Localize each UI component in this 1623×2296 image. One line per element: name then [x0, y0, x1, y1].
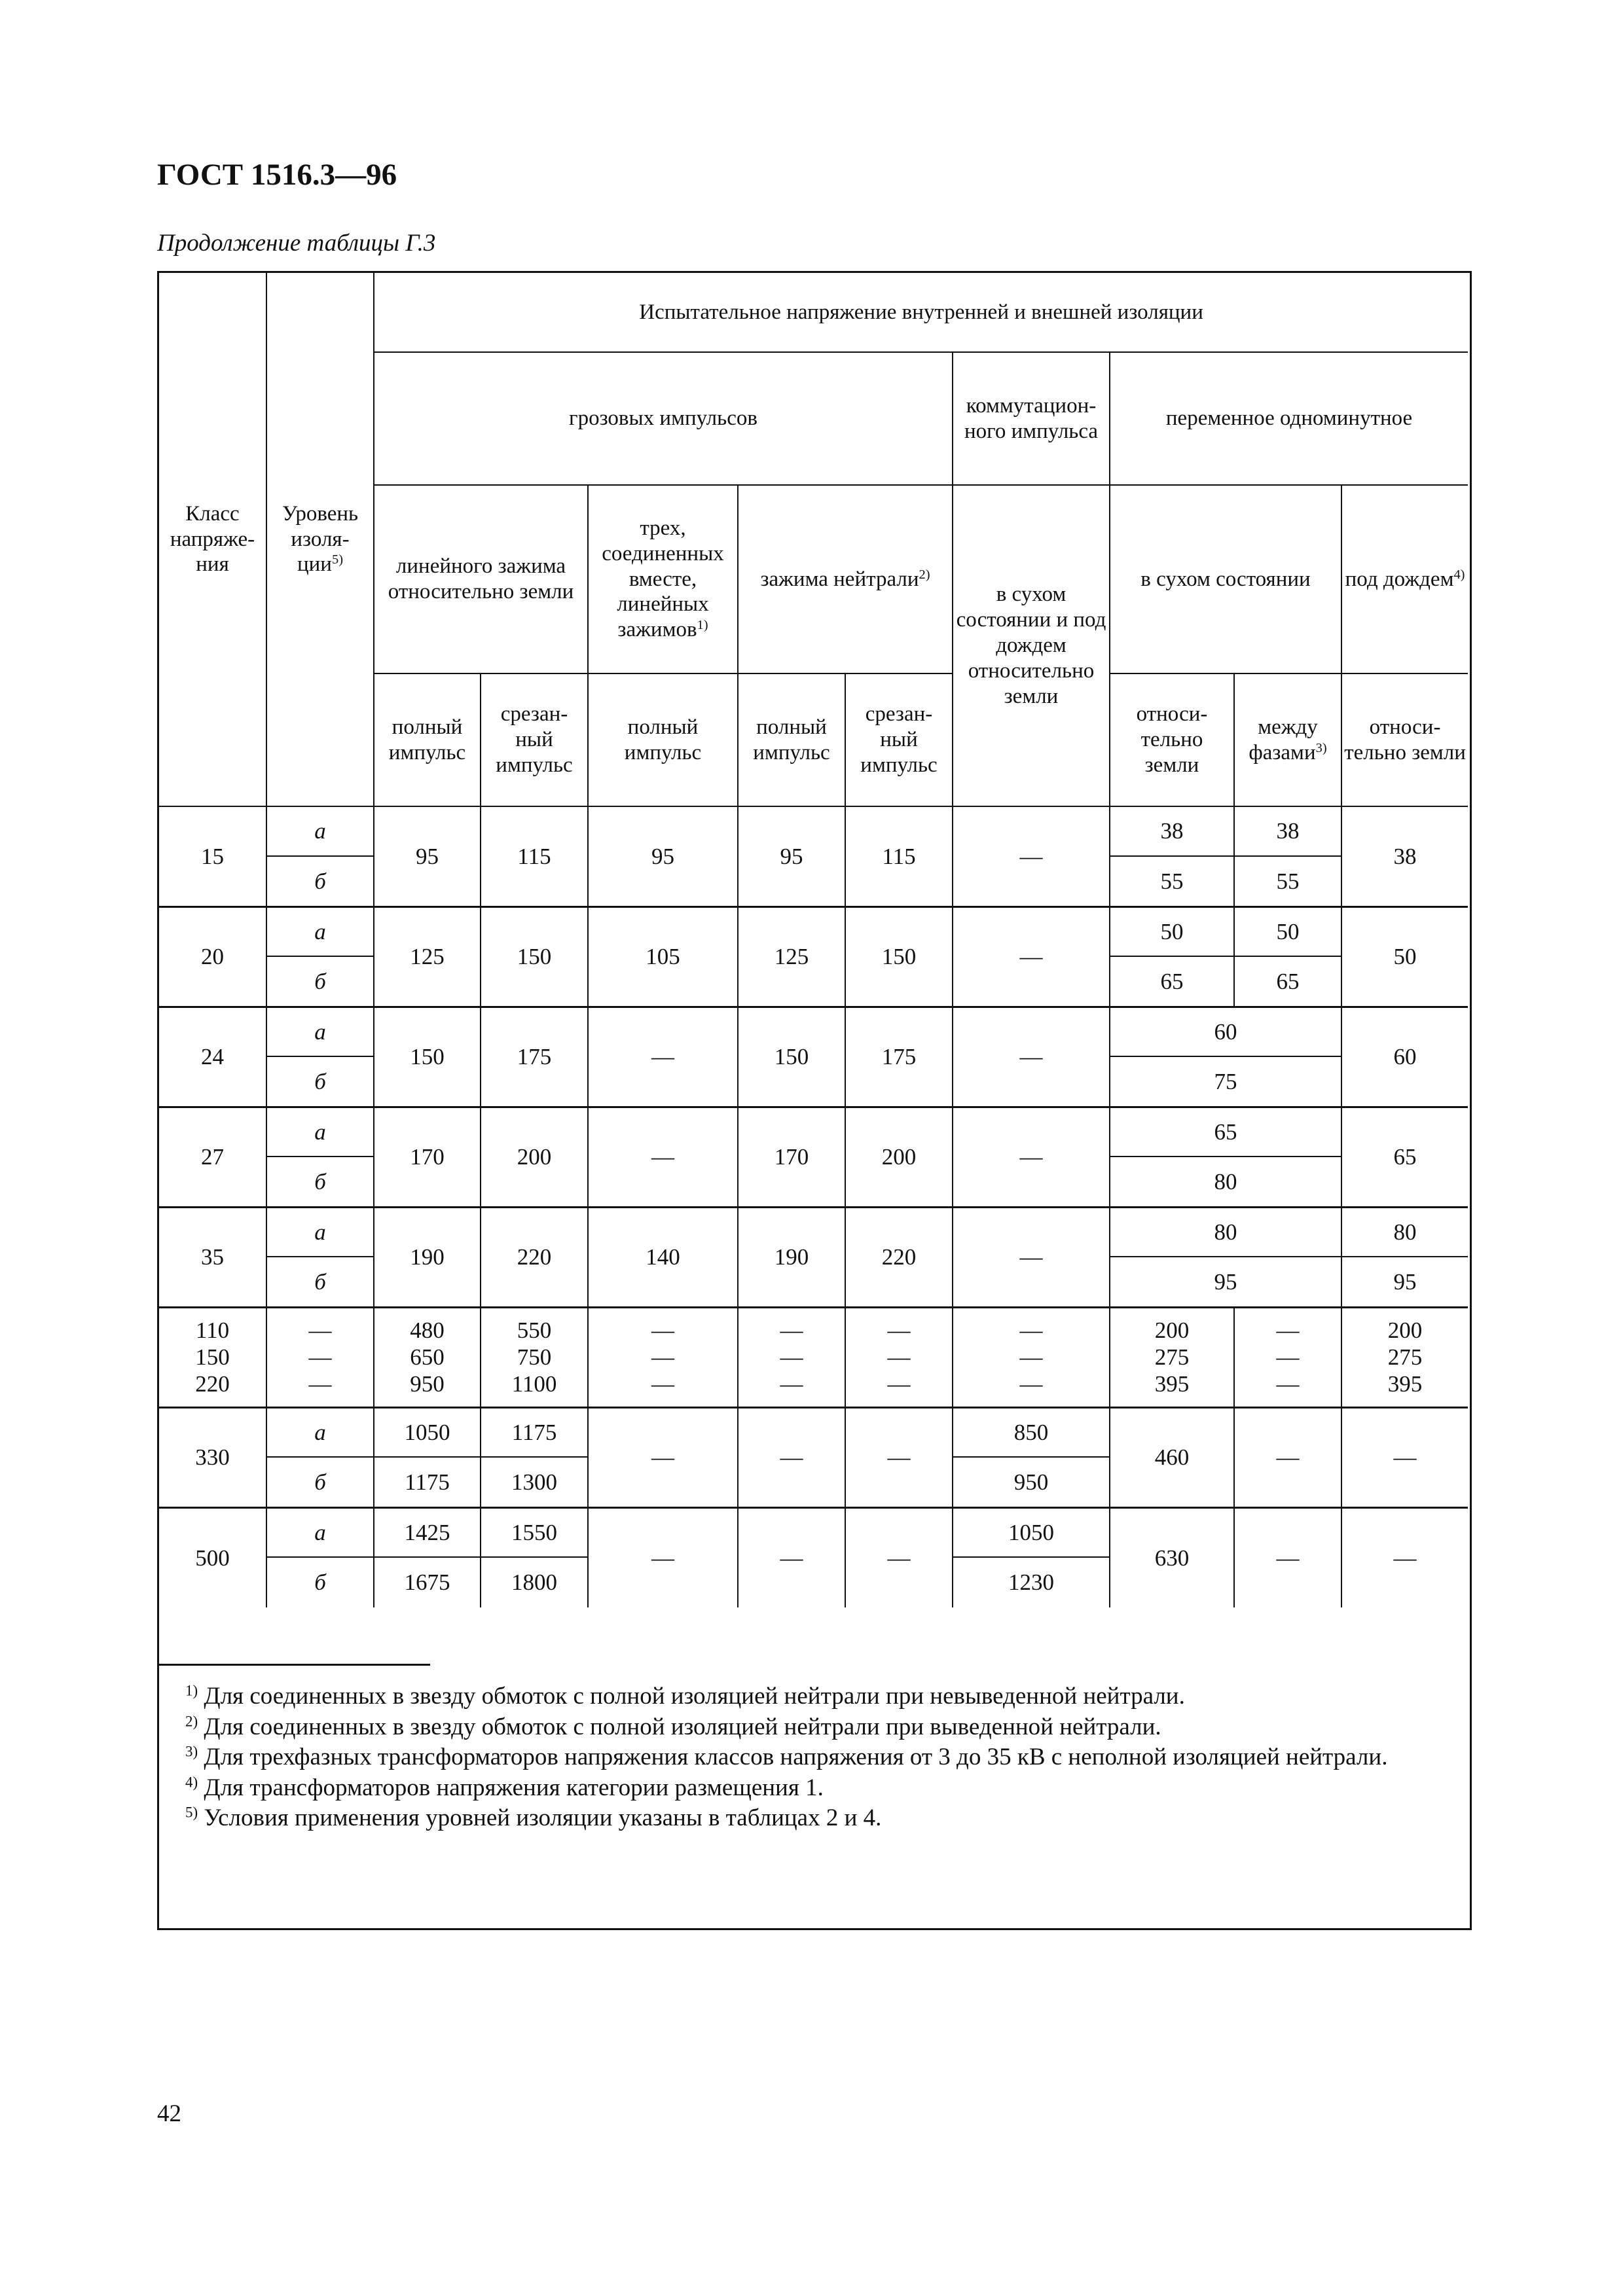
header-lightning-impulses: грозовых импульсов [374, 352, 953, 485]
footnote-5: $^{5)}$ Условия применения уровней изоляции указаны в таблицах 2 и 4. [185, 1804, 882, 1832]
footnote-4: $^{4)}$ Для трансформаторов напряжения категории размещения 1. [185, 1774, 824, 1801]
table-cell: 50 [1341, 906, 1468, 1007]
row-level: б [266, 1056, 374, 1107]
table-row [159, 1307, 1468, 1407]
table-cell: 1675 [374, 1557, 481, 1607]
table-cell: — — — [588, 1307, 738, 1407]
table-cell: 1050 [953, 1507, 1110, 1557]
row-level: а [266, 1107, 374, 1157]
header-switching-impulse: коммутацион- ного импульса [953, 352, 1110, 485]
table-cell: 65 [1110, 1107, 1341, 1157]
row-class-stack: 110 150 220 [159, 1307, 266, 1407]
table-cell: 65 [1110, 956, 1234, 1007]
test-voltage-table [159, 273, 1468, 1607]
table-cell: 60 [1341, 1007, 1468, 1107]
table-row [159, 1407, 1468, 1457]
table-cell: 50 [1110, 906, 1234, 956]
page-number: 42 [157, 2100, 181, 2127]
footnotes [185, 1681, 1465, 1834]
table-cell: 1175 [374, 1457, 481, 1507]
table-cell: 170 [374, 1107, 481, 1207]
row-level: а [266, 906, 374, 956]
header-test-voltage: Испытательное напряжение внутренней и внешней изоляции [374, 273, 1468, 352]
row-level: а [266, 1207, 374, 1257]
table-cell: — [1341, 1507, 1468, 1607]
row-level-stack: — — — [266, 1307, 374, 1407]
header-to-earth: относи- тельно земли [1110, 673, 1234, 806]
table-cell: — [738, 1507, 845, 1607]
table-cell: 80 [1110, 1207, 1341, 1257]
footnote-2: $^{2)}$ Для соединенных в звезду обмоток с полной изоляцией нейтрали при выведенной нейтрали. [185, 1713, 1161, 1740]
table-cell: — [588, 1507, 738, 1607]
row-level: б [266, 856, 374, 906]
table-cell: 95 [1110, 1257, 1341, 1307]
table-cell: 1550 [481, 1507, 588, 1557]
table-cell: 190 [738, 1207, 845, 1307]
table-cell: 105 [588, 906, 738, 1007]
table-cell: — [953, 806, 1110, 906]
row-level: б [266, 1457, 374, 1507]
table-cell: — [588, 1407, 738, 1507]
table-cell: 50 [1234, 906, 1341, 956]
standard-title: ГОСТ 1516.3—96 [157, 158, 397, 192]
table-cell: 80 [1341, 1207, 1468, 1257]
table-cell: 125 [374, 906, 481, 1007]
row-level: а [266, 1507, 374, 1557]
table-cell: 1300 [481, 1457, 588, 1507]
table-caption: Продолжение таблицы Г.3 [157, 230, 436, 257]
table-cell: — [953, 1107, 1110, 1207]
table-cell: 190 [374, 1207, 481, 1307]
row-level: а [266, 806, 374, 856]
table-cell: — — — [738, 1307, 845, 1407]
row-class: 15 [159, 806, 266, 906]
table-cell: 220 [481, 1207, 588, 1307]
table-cell: 115 [845, 806, 953, 906]
table-cell: 38 [1110, 806, 1234, 856]
table-cell: 850 [953, 1407, 1110, 1457]
table-cell: 460 [1110, 1407, 1234, 1507]
table-cell: — [845, 1407, 953, 1507]
table-cell: 200 275 395 [1110, 1307, 1234, 1407]
table-cell: — — — [845, 1307, 953, 1407]
table-row [159, 1207, 1468, 1257]
table-cell: 140 [588, 1207, 738, 1307]
table-cell: 200 275 395 [1341, 1307, 1468, 1407]
table-row [159, 906, 1468, 956]
header-voltage-class: Класс напряже- ния [159, 273, 266, 806]
row-level: б [266, 1557, 374, 1607]
table-cell: 550 750 1100 [481, 1307, 588, 1407]
row-level: б [266, 1157, 374, 1207]
table-cell: 150 [738, 1007, 845, 1107]
table-row [159, 1507, 1468, 1557]
header-full-impulse-three: полный импульс [588, 673, 738, 806]
table-cell: 95 [738, 806, 845, 906]
table-cell: 1800 [481, 1557, 588, 1607]
table-cell: 80 [1110, 1157, 1341, 1207]
table-cell: — [588, 1107, 738, 1207]
table-row [159, 1107, 1468, 1157]
header-full-impulse: полный импульс [374, 673, 481, 806]
table-cell: 630 [1110, 1507, 1234, 1607]
table-cell: 115 [481, 806, 588, 906]
header-chopped-impulse: срезан- ный импульс [481, 673, 588, 806]
row-class: 27 [159, 1107, 266, 1207]
table-cell: — [588, 1007, 738, 1107]
header-three-terminals: трех, соединенных вместе, линейных зажимов$^{1)}$ [588, 485, 738, 673]
table-cell: 95 [1341, 1257, 1468, 1307]
table-cell: 60 [1110, 1007, 1341, 1056]
table-cell: 55 [1110, 856, 1234, 906]
row-class: 24 [159, 1007, 266, 1107]
table-cell: — [953, 1207, 1110, 1307]
table-cell: — — — [953, 1307, 1110, 1407]
row-class: 500 [159, 1507, 266, 1607]
table-cell: 175 [481, 1007, 588, 1107]
table-cell: 175 [845, 1007, 953, 1107]
header-ac-one-minute: переменное одноминутное [1110, 352, 1468, 485]
header-dry-state: в сухом состоянии [1110, 485, 1341, 673]
table-cell: 65 [1234, 956, 1341, 1007]
header-under-rain: под дождем$^{4)}$ [1341, 485, 1468, 673]
header-between-phases: между фазами$^{3)}$ [1234, 673, 1341, 806]
table-cell: 150 [374, 1007, 481, 1107]
table-cell: 200 [481, 1107, 588, 1207]
table-cell: — [1234, 1507, 1341, 1607]
table-cell: — [1234, 1407, 1341, 1507]
table-row [159, 1007, 1468, 1056]
header-chopped-impulse-neutral: срезан- ный импульс [845, 673, 953, 806]
footnote-1: $^{1)}$ Для соединенных в звезду обмоток с полной изоляцией нейтрали при невыведенной нейтрали. [185, 1682, 1185, 1710]
table-cell: 1175 [481, 1407, 588, 1457]
table-cell: 950 [953, 1457, 1110, 1507]
row-level: а [266, 1007, 374, 1056]
table-cell: 125 [738, 906, 845, 1007]
table-row [159, 806, 1468, 856]
header-to-earth-rain: относи- тельно земли [1341, 673, 1468, 806]
table-cell: — [953, 1007, 1110, 1107]
table-cell: 95 [588, 806, 738, 906]
footnote-rule [159, 1664, 430, 1666]
table-cell: 55 [1234, 856, 1341, 906]
row-level: б [266, 1257, 374, 1307]
header-dry-and-rain: в сухом состоянии и под дождем относительно земли [953, 485, 1110, 806]
header-line-terminal: линейного зажима относительно земли [374, 485, 588, 673]
table-cell: 150 [845, 906, 953, 1007]
header-insulation-level: Уровень изоля- ции$^{5)}$ [266, 273, 374, 806]
table-cell: 170 [738, 1107, 845, 1207]
table-cell: 1425 [374, 1507, 481, 1557]
table-cell: 1230 [953, 1557, 1110, 1607]
table-cell: 38 [1341, 806, 1468, 906]
table-cell: 38 [1234, 806, 1341, 856]
table-cell: 220 [845, 1207, 953, 1307]
table-cell: 200 [845, 1107, 953, 1207]
table-frame [157, 271, 1472, 1930]
row-class: 20 [159, 906, 266, 1007]
table-cell: 95 [374, 806, 481, 906]
table-cell: — [953, 906, 1110, 1007]
table-cell: 480 650 950 [374, 1307, 481, 1407]
table-cell: — — — [1234, 1307, 1341, 1407]
row-class: 330 [159, 1407, 266, 1507]
row-level: а [266, 1407, 374, 1457]
row-class: 35 [159, 1207, 266, 1307]
table-cell: — [845, 1507, 953, 1607]
footnote-3: $^{3)}$ Для трехфазных трансформаторов напряжения классов напряжения от 3 до 35 кВ с неполной изоляцией нейтрали. [185, 1743, 1388, 1771]
table-cell: — [738, 1407, 845, 1507]
header-neutral-terminal: зажима нейтрали$^{2)}$ [738, 485, 953, 673]
table-cell: 75 [1110, 1056, 1341, 1107]
table-cell: — [1341, 1407, 1468, 1507]
row-level: б [266, 956, 374, 1007]
table-cell: 65 [1341, 1107, 1468, 1207]
table-cell: 1050 [374, 1407, 481, 1457]
table-cell: 150 [481, 906, 588, 1007]
header-full-impulse-neutral: полный импульс [738, 673, 845, 806]
